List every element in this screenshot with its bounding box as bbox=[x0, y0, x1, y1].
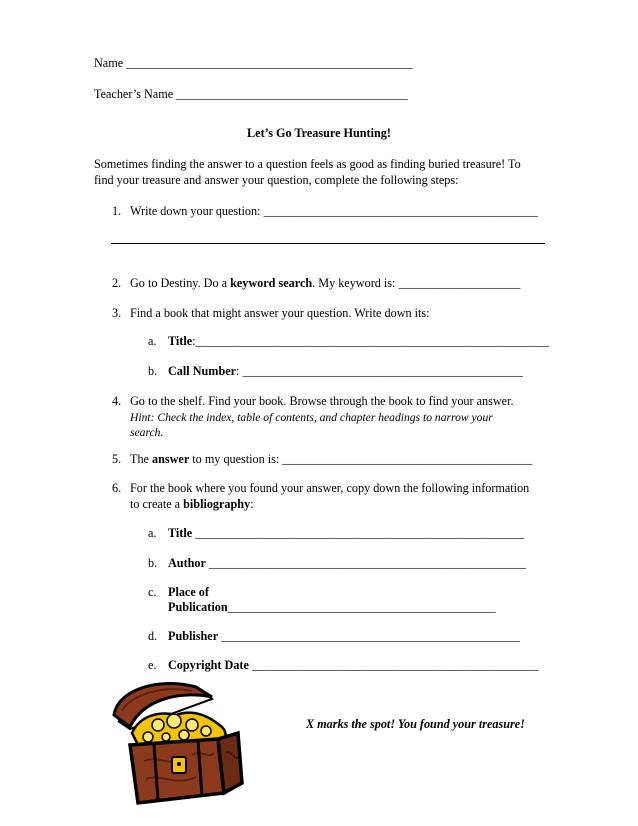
step-5-text: The bbox=[130, 452, 152, 466]
bib-title-label: Title bbox=[168, 526, 193, 540]
bibliography-term: bibliography bbox=[183, 497, 251, 511]
step-5-number: 5. bbox=[112, 452, 122, 466]
answer-term: answer bbox=[152, 452, 190, 466]
step-1 bbox=[130, 204, 538, 219]
call-number-label: Call Number bbox=[168, 364, 237, 378]
title-sep: : bbox=[192, 334, 196, 348]
bib-title-blank[interactable]: ______________________________________________________ bbox=[195, 526, 525, 540]
bib-place-blank[interactable]: ____________________________________________ bbox=[227, 600, 496, 614]
step-1-number: 1. bbox=[112, 204, 122, 218]
teacher-name-field bbox=[94, 87, 408, 102]
step-6c bbox=[168, 600, 496, 615]
step-6-text-2-end: : bbox=[250, 497, 254, 511]
step-6d bbox=[168, 629, 520, 644]
step-6b-letter: b. bbox=[148, 556, 158, 570]
teacher-name-blank[interactable]: ______________________________________ bbox=[176, 87, 408, 101]
title-label: Title bbox=[168, 334, 193, 348]
step-6c-letter: c. bbox=[148, 585, 157, 599]
keyword-search-term: keyword search bbox=[230, 276, 313, 290]
bib-publisher-label: Publisher bbox=[168, 629, 219, 643]
step-6-text-2-start: to create a bbox=[130, 497, 184, 511]
answer-blank[interactable]: _________________________________________ bbox=[282, 452, 533, 466]
name-label: Name bbox=[94, 56, 124, 70]
step-2-text: Go to Destiny. Do a bbox=[130, 276, 231, 290]
step-6e-letter: e. bbox=[148, 658, 157, 672]
step-4-text: Go to the shelf. Find your book. Browse through the book to find your answer. bbox=[130, 394, 514, 408]
treasure-chest-icon bbox=[100, 675, 252, 815]
step-2 bbox=[130, 276, 520, 291]
step-6e bbox=[168, 658, 538, 673]
bib-copyright-blank[interactable]: _______________________________________________ bbox=[251, 658, 539, 672]
step-4-number: 4. bbox=[112, 394, 122, 408]
keyword-blank[interactable]: ____________________ bbox=[398, 276, 521, 290]
question-blank[interactable]: _____________________________________________ bbox=[263, 204, 538, 218]
step-5-text-end: to my question is: bbox=[189, 452, 280, 466]
intro-line-2: find your treasure and answer your question, complete the following steps: bbox=[94, 173, 459, 187]
bib-copyright-label: Copyright Date bbox=[168, 658, 249, 672]
step-6a-letter: a. bbox=[148, 526, 157, 540]
step-6b bbox=[168, 556, 526, 571]
call-number-sep: : bbox=[236, 364, 240, 378]
teacher-name-label: Teacher’s Name bbox=[94, 87, 174, 101]
step-6a bbox=[168, 526, 524, 541]
step-6d-letter: d. bbox=[148, 629, 158, 643]
step-5 bbox=[130, 452, 532, 467]
treasure-footer-text: X marks the spot! You found your treasure! bbox=[306, 717, 525, 731]
step-2-number: 2. bbox=[112, 276, 122, 290]
name-blank[interactable]: _______________________________________________ bbox=[126, 56, 413, 70]
name-field bbox=[94, 56, 413, 71]
step-3b-letter: b. bbox=[148, 364, 158, 378]
bib-author-blank[interactable]: ____________________________________________________ bbox=[208, 556, 526, 570]
step-3a bbox=[168, 334, 549, 349]
call-number-blank[interactable]: ______________________________________________ bbox=[242, 364, 523, 378]
step-6-text-2 bbox=[130, 497, 254, 512]
step-3a-letter: a. bbox=[148, 334, 157, 348]
bib-publication-label: Publication bbox=[168, 600, 228, 614]
page-title: Let’s Go Treasure Hunting! bbox=[247, 126, 391, 140]
step-3b bbox=[168, 364, 523, 379]
step-4-hint-2: search. bbox=[130, 426, 164, 439]
intro-line-1: Sometimes finding the answer to a question feels as good as finding buried treasure! To bbox=[94, 157, 521, 171]
question-answer-line[interactable] bbox=[111, 243, 545, 244]
bib-place-label-1: Place of bbox=[168, 585, 209, 599]
step-6-text: For the book where you found your answer, copy down the following information bbox=[130, 481, 530, 495]
bib-author-label: Author bbox=[168, 556, 206, 570]
step-3-text: Find a book that might answer your question. Write down its: bbox=[130, 306, 430, 320]
step-2-text-end: . My keyword is: bbox=[312, 276, 396, 290]
bib-publisher-blank[interactable]: _________________________________________________ bbox=[221, 629, 520, 643]
step-6-number: 6. bbox=[112, 481, 122, 495]
step-4-hint-1: Hint: Check the index, table of contents, and chapter headings to narrow your bbox=[130, 411, 493, 424]
step-3-number: 3. bbox=[112, 306, 122, 320]
title-blank[interactable]: __________________________________________________________ bbox=[195, 334, 549, 348]
step-1-text: Write down your question: bbox=[130, 204, 261, 218]
